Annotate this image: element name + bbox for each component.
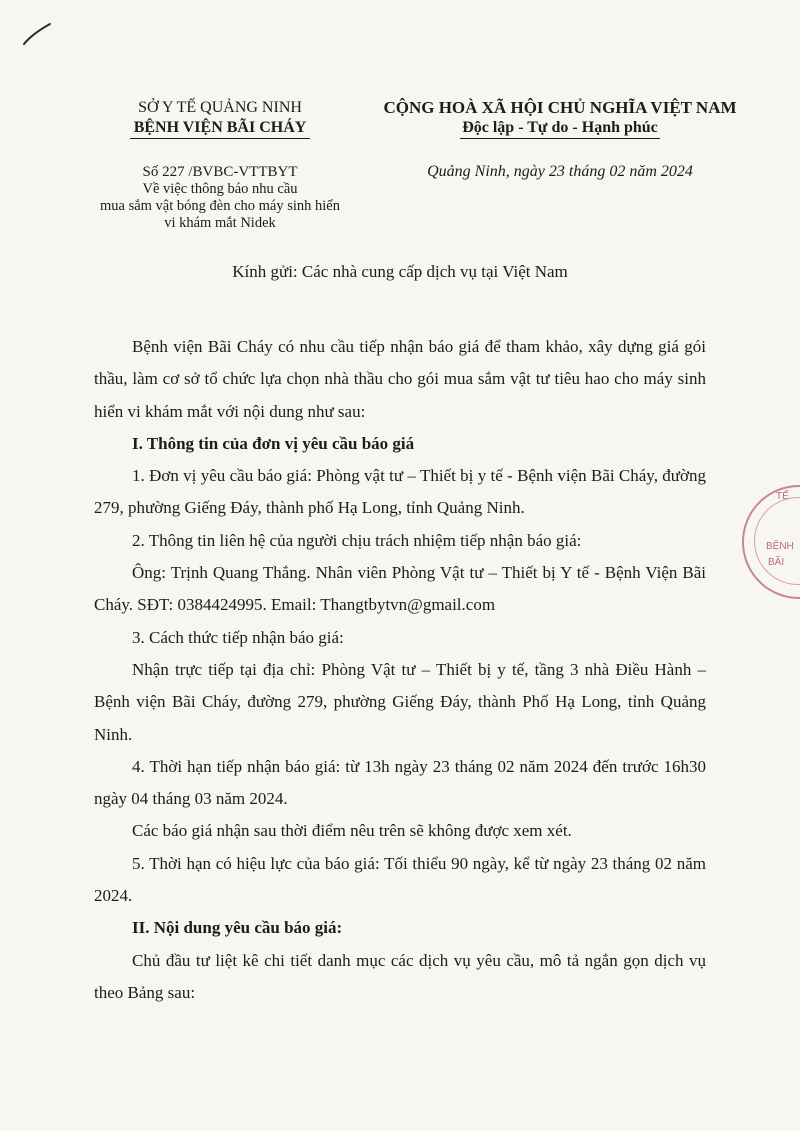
item-3-detail: Nhận trực tiếp tại địa chỉ: Phòng Vật tư – Thiết bị y tế, tầng 3 nhà Điều Hành – Bệnh viện Bãi Cháy, đường 279, phường Giếng Đáy, thành Phố Hạ Long, tỉnh Quảng Ninh. — [94, 659, 706, 744]
item-2-detail: Ông: Trịnh Quang Thắng. Nhân viên Phòng Vật tư – Thiết bị Y tế - Bệnh Viện Bãi Cháy. SĐT: 0384424995. Email: Thangtbytvn@gmail.com — [94, 563, 706, 615]
item-4-note: Các báo giá nhận sau thời điểm nêu trên sẽ không được xem xét. — [132, 821, 572, 841]
intro-paragraph: Bệnh viện Bãi Cháy có nhu cầu tiếp nhận báo giá để tham khảo, xây dựng giá gói thầu, làm cơ sở tổ chức lựa chọn nhà thầu cho gói mua sắm vật tư tiêu hao cho máy sinh hiển vi khám mắt với nội dung như sau: — [94, 337, 706, 421]
section-1-heading: I. Thông tin của đơn vị yêu cầu báo giá — [132, 433, 415, 453]
organization-name: BỆNH VIỆN BÃI CHÁY — [130, 118, 311, 139]
red-seal-stamp — [742, 485, 800, 599]
seal-text-top: TẾ — [776, 491, 789, 502]
subject-line-3: vi khám mắt Nidek — [164, 215, 276, 231]
subject-line-1: Về việc thông báo nhu cầu — [142, 181, 298, 197]
parent-organization: SỞ Y TẾ QUẢNG NINH — [138, 99, 302, 116]
subject-line-2: mua sắm vật bóng đèn cho máy sinh hiển — [99, 198, 340, 214]
recipient-greeting: Kính gửi: Các nhà cung cấp dịch vụ tại Việt Nam — [232, 262, 568, 281]
seal-text-middle: BỆNH — [766, 541, 794, 552]
section-2-heading: II. Nội dung yêu cầu báo giá: — [132, 918, 343, 938]
national-title: CỘNG HOÀ XÃ HỘI CHỦ NGHĨA VIỆT NAM — [383, 98, 737, 117]
document-number: Số 227 /BVBC-VTTBYT — [142, 164, 298, 180]
item-3-paragraph: 3. Cách thức tiếp nhận báo giá: — [132, 627, 344, 647]
national-header — [360, 98, 760, 139]
issuer-block — [95, 98, 345, 139]
document-body — [94, 331, 706, 1009]
item-5-paragraph: 5. Thời hạn có hiệu lực của báo giá: Tối thiểu 90 ngày, kể từ ngày 23 tháng 02 năm 2024. — [94, 853, 706, 906]
national-motto: Độc lập - Tự do - Hạnh phúc — [460, 118, 660, 139]
item-2-paragraph: 2. Thông tin liên hệ của người chịu trách nhiệm tiếp nhận báo giá: — [132, 530, 582, 550]
item-1-paragraph: 1. Đơn vị yêu cầu báo giá: Phòng vật tư – Thiết bị y tế - Bệnh viện Bãi Cháy, đường 279, phường Giếng Đáy, thành phố Hạ Long, tỉnh Quảng Ninh. — [94, 466, 706, 518]
item-4-paragraph: 4. Thời hạn tiếp nhận báo giá: từ 13h ngày 23 tháng 02 năm 2024 đến trước 16h30 ngày 04 tháng 03 năm 2024. — [94, 756, 706, 809]
section-2-paragraph: Chủ đầu tư liệt kê chi tiết danh mục các dịch vụ yêu cầu, mô tả ngắn gọn dịch vụ theo Bảng sau: — [94, 950, 706, 1002]
document-date: Quảng Ninh, ngày 23 tháng 02 năm 2024 — [427, 163, 693, 180]
seal-text-bottom: BÃI — [768, 557, 785, 568]
document-number-block — [95, 163, 345, 232]
pen-stroke-mark — [20, 18, 60, 48]
